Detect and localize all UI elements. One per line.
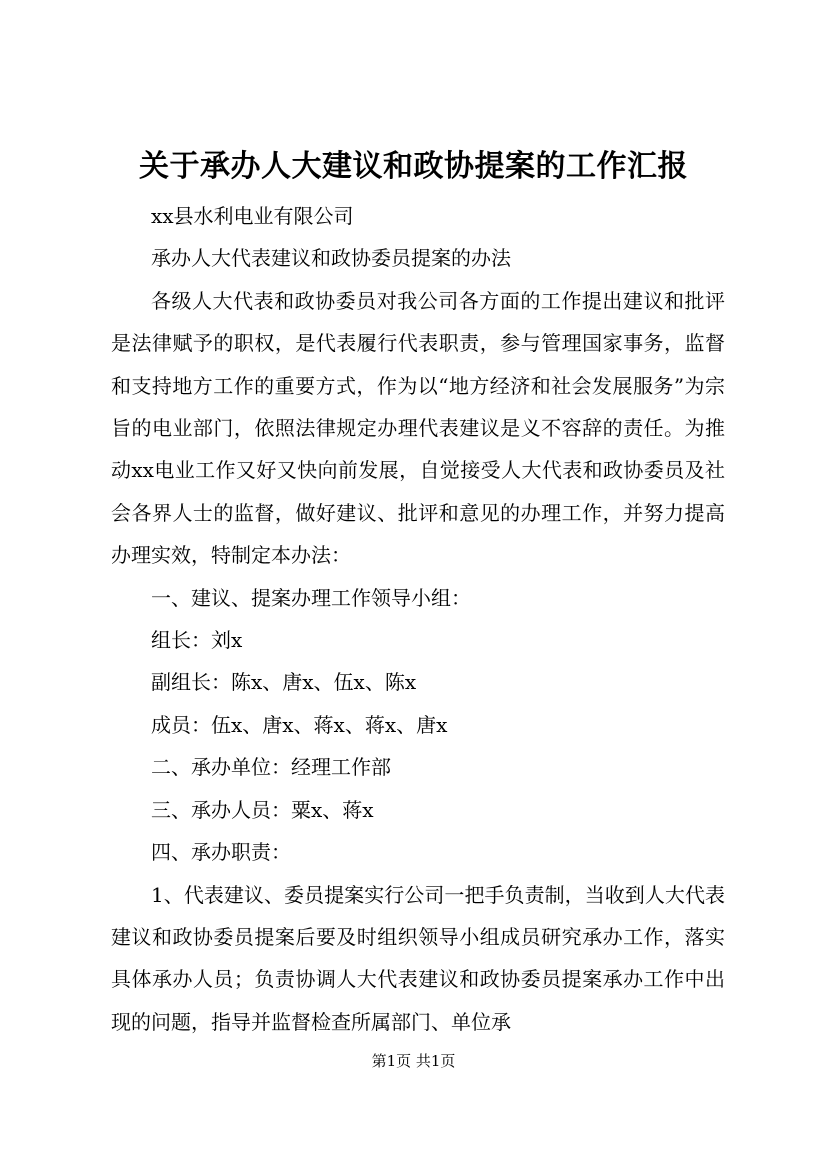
- section2-line: 二、承办单位：经理工作部: [151, 755, 391, 780]
- intro-paragraph: 各级人大代表和政协委员对我公司各方面的工作提出建议和批评是法律赋予的职权，是代表履行代表职责，参与管理国家事务，监督和支持地方工作的重要方式，作为以“地方经济和社会发展服务”为宗旨的电业部门，依照法律规定办理代表建议是义不容辞的责任。为推动xx电业工作又好又快向前发展，自觉接受人大代表和政协委员及社会各界人士的监督，做好建议、批评和意见的办理工作，并努力提高办理实效，特制定本办法：: [111, 288, 725, 568]
- document-title: 关于承办人大建议和政协提案的工作汇报: [139, 149, 688, 184]
- company-name: xx县水利电业有限公司: [151, 204, 354, 228]
- section3-line: 三、承办人员：粟x、蒋x: [151, 797, 374, 822]
- document-body: [111, 195, 725, 1043]
- members-line: 成员：伍x、唐x、蒋x、蒋x、唐x: [151, 712, 448, 737]
- section1-heading: 一、建议、提案办理工作领导小组：: [151, 585, 471, 610]
- duty1-paragraph: 1、代表建议、委员提案实行公司一把手负责制，当收到人大代表建议和政协委员提案后要及时组织领导小组成员研究承办工作，落实具体承办人员；负责协调人大代表建议和政协委员提案承办工作中出现的问题，指导并监督检查所属部门、单位承: [111, 882, 725, 1034]
- leader-line: 组长：刘x: [151, 628, 243, 653]
- deputy-leaders-line: 副组长：陈x、唐x、伍x、陈x: [151, 670, 417, 695]
- document-subtitle: 承办人大代表建议和政协委员提案的办法: [151, 246, 511, 271]
- section4-heading: 四、承办职责：: [151, 840, 291, 865]
- page-footer: 第1页 共1页: [371, 1052, 456, 1070]
